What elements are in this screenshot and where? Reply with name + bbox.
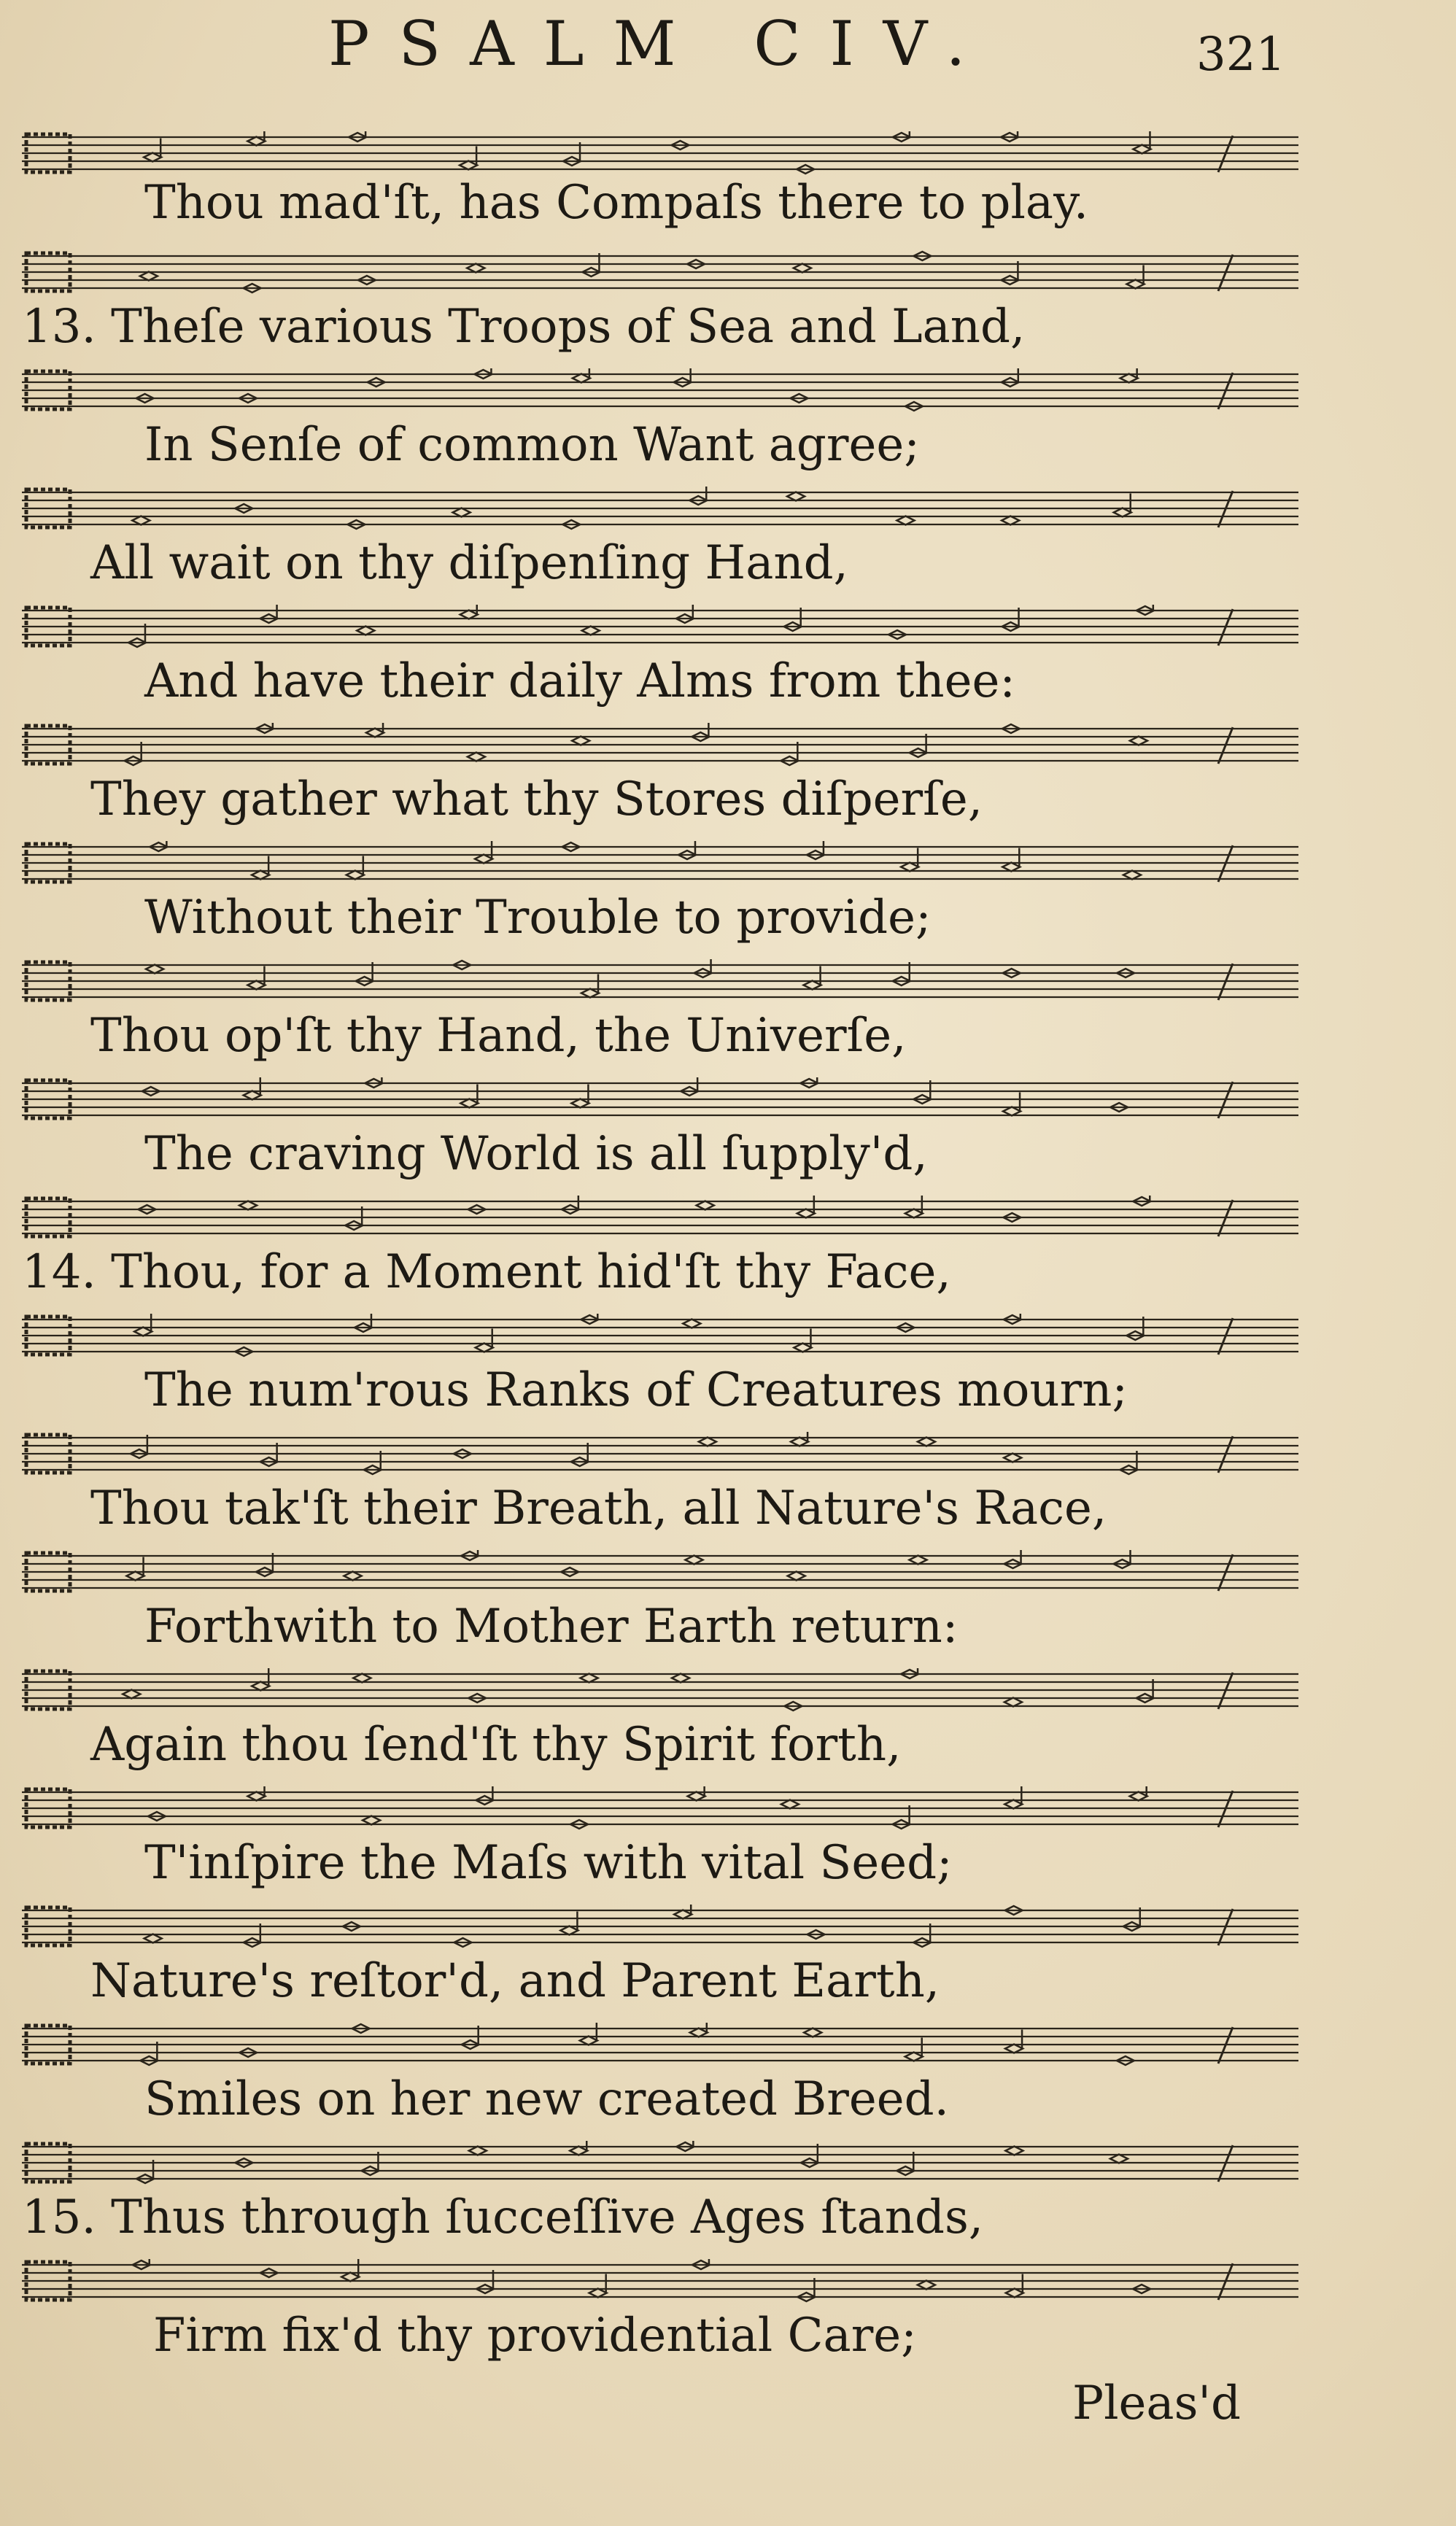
music-stave (22, 1314, 1298, 1357)
lyric-line: The craving World is all ſupply'd, (144, 1127, 928, 1181)
note-head (699, 1438, 716, 1446)
lyric-line: And have their daily Alms from thee: (144, 654, 1015, 708)
stave-engraving (22, 605, 1298, 648)
note-head (582, 627, 600, 635)
note-head (580, 2037, 597, 2045)
note-head (1130, 1792, 1147, 1801)
lyric-line: They gather what thy Stores diſperſe, (90, 772, 983, 826)
note-head (804, 2029, 821, 2037)
lyric-line: Smiles on her new created Breed. (144, 2072, 949, 2126)
music-stave (22, 368, 1298, 412)
note-head (697, 1201, 714, 1210)
stave-engraving (22, 959, 1298, 1003)
note-head (581, 989, 599, 998)
note-head (132, 516, 150, 525)
note-head (572, 737, 589, 745)
note-head (1004, 1800, 1022, 1809)
note-head (248, 1792, 266, 1801)
stave-engraving (22, 841, 1298, 885)
note-head (685, 1556, 702, 1565)
stave-engraving (22, 131, 1298, 175)
stave-engraving (22, 1432, 1298, 1476)
note-head (144, 1934, 162, 1943)
note-head (672, 1674, 689, 1683)
note-head (469, 2147, 487, 2155)
lyric-line: T'inſpire the Maſs with vital Seed; (144, 1836, 953, 1890)
lyric-line: Nature's reſtor'd, and Parent Earth, (90, 1954, 940, 2008)
note-head (1114, 508, 1131, 517)
note-head (560, 1926, 578, 1935)
music-stave (22, 841, 1298, 885)
note-head (366, 729, 384, 737)
lyric-line: 13. Theſe various Troops of Sea and Land, (22, 300, 1026, 354)
music-stave (22, 723, 1298, 767)
note-head (897, 516, 914, 525)
note-head (804, 981, 821, 990)
note-head (1130, 737, 1147, 745)
stave-engraving (22, 1196, 1298, 1239)
music-stave (22, 1432, 1298, 1476)
lyric-line: Thou op'ſt thy Hand, the Univerſe, (90, 1009, 907, 1063)
stave-engraving (22, 1905, 1298, 1948)
lyric-line: Firm fix'd thy providential Care; (153, 2309, 917, 2363)
lyric-line: All wait on thy diſpenſing Hand, (90, 536, 848, 590)
note-head (341, 2273, 359, 2282)
note-head (1005, 2045, 1023, 2053)
note-head (134, 1328, 152, 1336)
music-stave (22, 1905, 1298, 1948)
note-head (791, 1438, 808, 1446)
stave-engraving (22, 1314, 1298, 1357)
note-head (909, 1556, 926, 1565)
note-head (1110, 2155, 1128, 2163)
note-head (140, 272, 158, 281)
stave-engraving (22, 2023, 1298, 2066)
music-stave (22, 2259, 1298, 2303)
page-header (0, 7, 1456, 80)
note-head (468, 753, 485, 762)
music-stave (22, 605, 1298, 648)
note-head (467, 264, 484, 273)
note-head (1004, 1698, 1022, 1707)
note-head (460, 611, 478, 619)
music-stave (22, 250, 1298, 294)
music-stave (22, 1077, 1298, 1121)
lyric-line: Without their Trouble to provide; (144, 891, 932, 945)
note-head (476, 1344, 493, 1352)
note-head (346, 871, 364, 880)
note-head (905, 2053, 923, 2061)
lyric-line: 14. Thou, for a Moment hid'ſt thy Face, (22, 1245, 951, 1299)
note-head (901, 863, 918, 872)
note-head (1005, 2147, 1023, 2155)
note-head (794, 264, 811, 273)
note-head (781, 1800, 799, 1809)
note-head (244, 1091, 261, 1100)
music-stave (22, 487, 1298, 530)
music-stave (22, 959, 1298, 1003)
note-head (683, 1320, 700, 1328)
page-number: 321 (1196, 28, 1286, 82)
music-stave (22, 1668, 1298, 1712)
note-head (905, 1209, 923, 1218)
lyric-line: Again thou ſend'ſt thy Spirit forth, (90, 1718, 902, 1772)
note-head (144, 153, 161, 162)
note-head (460, 161, 477, 170)
note-head (797, 1209, 815, 1218)
note-head (252, 1682, 269, 1691)
note-head (453, 508, 471, 517)
note-head (1006, 2289, 1023, 2298)
stave-engraving (22, 250, 1298, 294)
stave-engraving (22, 1550, 1298, 1594)
running-title: PSALM CIV. (328, 8, 995, 80)
note-head (581, 1674, 598, 1683)
lyric-line: Forthwith to Mother Earth return: (144, 1600, 959, 1654)
note-head (794, 1344, 811, 1352)
note-head (571, 1099, 589, 1108)
music-stave (22, 1786, 1298, 1830)
note-head (460, 1099, 478, 1108)
note-head (247, 137, 265, 146)
note-head (1002, 863, 1020, 872)
stave-engraving (22, 1077, 1298, 1121)
note-head (1123, 871, 1141, 880)
stave-engraving (22, 368, 1298, 412)
music-stave (22, 1196, 1298, 1239)
note-head (918, 2281, 935, 2290)
note-head (475, 855, 492, 864)
note-head (1003, 1107, 1021, 1116)
stave-engraving (22, 2259, 1298, 2303)
lyric-line: Thou tak'ſt their Breath, all Nature's Race, (90, 1481, 1107, 1535)
note-head (363, 1816, 380, 1825)
lyric-line: In Senſe of common Want agree; (144, 418, 920, 472)
note-head (1120, 374, 1138, 383)
note-head (239, 1201, 257, 1210)
note-head (788, 1572, 805, 1581)
lyric-line: The num'rous Ranks of Creatures mourn; (144, 1363, 1128, 1417)
music-stave (22, 2141, 1298, 2185)
note-head (146, 965, 163, 974)
stave-engraving (22, 1668, 1298, 1712)
note-head (1133, 145, 1150, 154)
note-head (688, 1792, 705, 1801)
lyric-line: 15. Thus through ſucceſſive Ages ſtands, (22, 2190, 984, 2244)
note-head (127, 1572, 144, 1581)
note-head (573, 374, 590, 383)
note-head (570, 2147, 587, 2155)
note-head (247, 981, 265, 990)
music-stave (22, 2023, 1298, 2066)
note-head (674, 1910, 692, 1919)
music-stave (22, 1550, 1298, 1594)
note-head (918, 1438, 935, 1446)
note-head (1004, 1454, 1021, 1462)
note-head (787, 492, 805, 501)
stave-engraving (22, 723, 1298, 767)
note-head (353, 1674, 371, 1683)
note-head (690, 2029, 708, 2037)
lyric-line: Thou mad'ſt, has Compaſs there to play. (144, 176, 1089, 230)
note-head (252, 871, 269, 880)
note-head (1127, 280, 1145, 289)
note-head (589, 2289, 607, 2298)
note-head (1002, 516, 1019, 525)
note-head (344, 1572, 362, 1581)
stave-engraving (22, 487, 1298, 530)
stave-engraving (22, 2141, 1298, 2185)
music-stave (22, 131, 1298, 175)
stave-engraving (22, 1786, 1298, 1830)
catchword: Pleas'd (1072, 2376, 1241, 2430)
note-head (123, 1690, 140, 1699)
note-head (357, 627, 374, 635)
